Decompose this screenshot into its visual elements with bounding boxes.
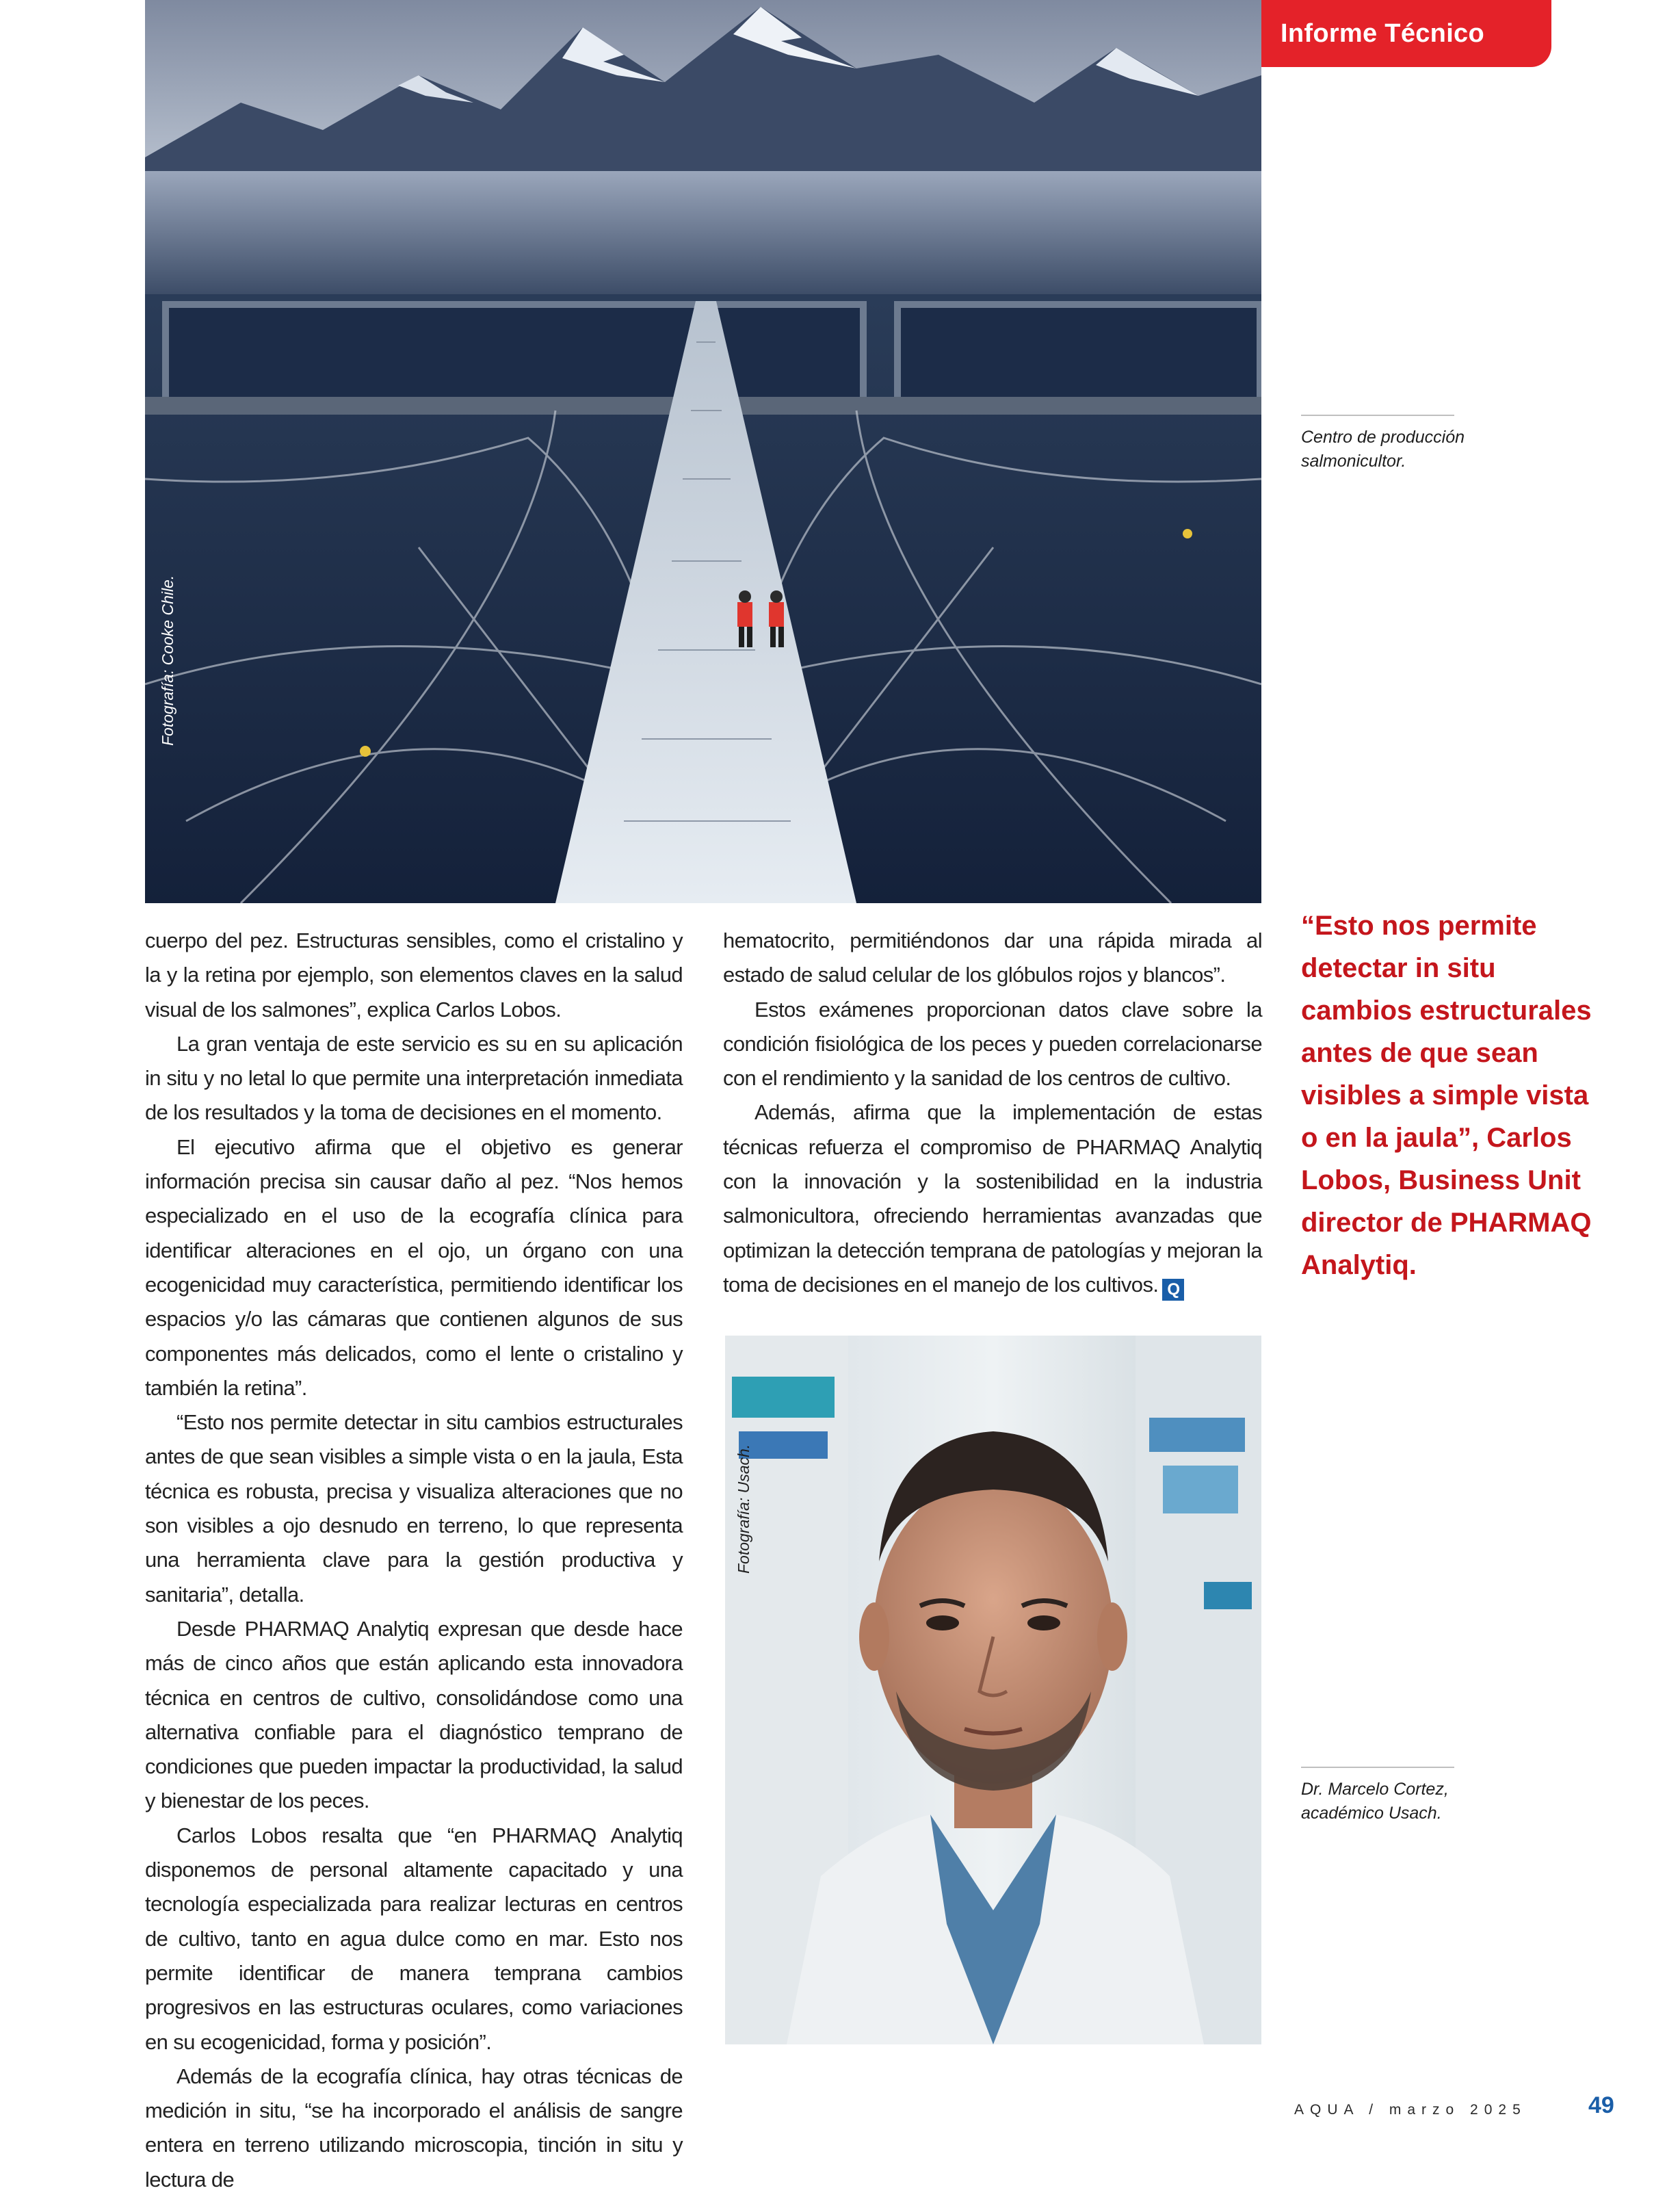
- photo-credit-bottom: Fotografía: Usach.: [735, 1444, 752, 1574]
- caption-rule-top: [1301, 415, 1454, 416]
- paragraph: “Esto nos permite detectar in situ cambios estructurales antes de que sean visibles a simple vista o en la jaula, Esta técnica es robusta, precisa y visualiza alteraciones que no son visibles a ojo desnudo en terreno, lo que representa una herramienta clave para la gestión productiva y sanitaria”, detalla.: [145, 1410, 683, 1607]
- end-of-article-icon: Q: [1162, 1279, 1184, 1301]
- paragraph: La gran ventaja de este servicio es su en su aplicación in situ y no letal lo que permite una interpretación inmediata de los resultados y la toma de decisiones en el momento.: [145, 1031, 683, 1125]
- caption-bottom-line1: Dr. Marcelo Cortez,: [1301, 1780, 1449, 1799]
- salmon-farm-photo: [145, 0, 1261, 903]
- article-column-1: [145, 924, 683, 2197]
- paragraph: hematocrito, permitiéndonos dar una rápida mirada al estado de salud celular de los glóbulos rojos y blancos”.: [723, 928, 1262, 987]
- caption-top-line2: salmonicultor.: [1301, 452, 1406, 471]
- paragraph-text: Además, afirma que la implementación de estas técnicas refuerza el compromiso de PHARMAQ Analytiq con la innovación y la sostenibilidad en la industria salmonicultora, ofreciendo herramientas avanzadas que optimizan la detección temprana de patologías y mejoran la toma de decisiones en el manejo de los cultivos.: [723, 1100, 1262, 1297]
- article-column-2: [723, 924, 1262, 1302]
- caption-bottom-line2: académico Usach.: [1301, 1804, 1442, 1823]
- paragraph: Además de la ecografía clínica, hay otras técnicas de medición in situ, “se ha incorporado el análisis de sangre entera en terreno utilizando microscopia, tinción in situ y lectura de: [145, 2064, 683, 2192]
- paragraph: cuerpo del pez. Estructuras sensibles, como el cristalino y la y la retina por ejemplo, son elementos claves en la salud visual de los salmones”, explica Carlos Lobos.: [145, 928, 683, 1022]
- paragraph: [723, 1095, 1262, 1302]
- paragraph: Carlos Lobos resalta que “en PHARMAQ Analytiq disponemos de personal altamente capacitado y una tecnología especializada para realizar lecturas en centros de cultivo, tanto en agua dulce como en mar. Esto nos permite identificar de manera temprana cambios progresivos en las estructuras oculares, como variaciones en su ecogenicidad, forma y posición”.: [145, 1823, 683, 2054]
- page-number: 49: [1588, 2092, 1614, 2118]
- caption-top: [1301, 426, 1465, 473]
- caption-rule-bottom: [1301, 1767, 1454, 1768]
- caption-top-line1: Centro de producción: [1301, 428, 1465, 447]
- section-tag: Informe Técnico: [1213, 0, 1551, 67]
- paragraph: Desde PHARMAQ Analytiq expresan que desde hace más de cinco años que están aplicando esta innovadora técnica en centros de cultivo, consolidándose como una alternativa confiable para el diagnóstico temprano de condiciones que pueden impactar la productividad, la salud y bienestar de los peces.: [145, 1616, 683, 1813]
- caption-bottom: [1301, 1778, 1449, 1825]
- paragraph: El ejecutivo afirma que el objetivo es generar información precisa sin causar daño al pez. “Nos hemos especializado en el uso de la ecografía clínica para identificar alteraciones en el ojo, un órgano con una ecogenicidad muy característica, permitiendo identificar los espacios y/o las cámaras que contienen algunos de sus componentes más delicados, como el lente o cristalino y también la retina”.: [145, 1134, 683, 1400]
- footer-magazine-issue: AQUA / marzo 2025: [1294, 2102, 1527, 2118]
- photo-credit-top: Fotografía: Cooke Chile.: [159, 575, 176, 746]
- portrait-photo: [725, 1336, 1261, 2044]
- paragraph: Estos exámenes proporcionan datos clave sobre la condición fisiológica de los peces y pueden correlacionarse con el rendimiento y la sanidad de los centros de cultivo.: [723, 997, 1262, 1091]
- pull-quote: “Esto nos permite detectar in situ cambios estructurales antes de que sean visibles a simple vista o en la jaula”, Carlos Lobos, Business Unit director de PHARMAQ Analytiq.: [1301, 911, 1592, 1280]
